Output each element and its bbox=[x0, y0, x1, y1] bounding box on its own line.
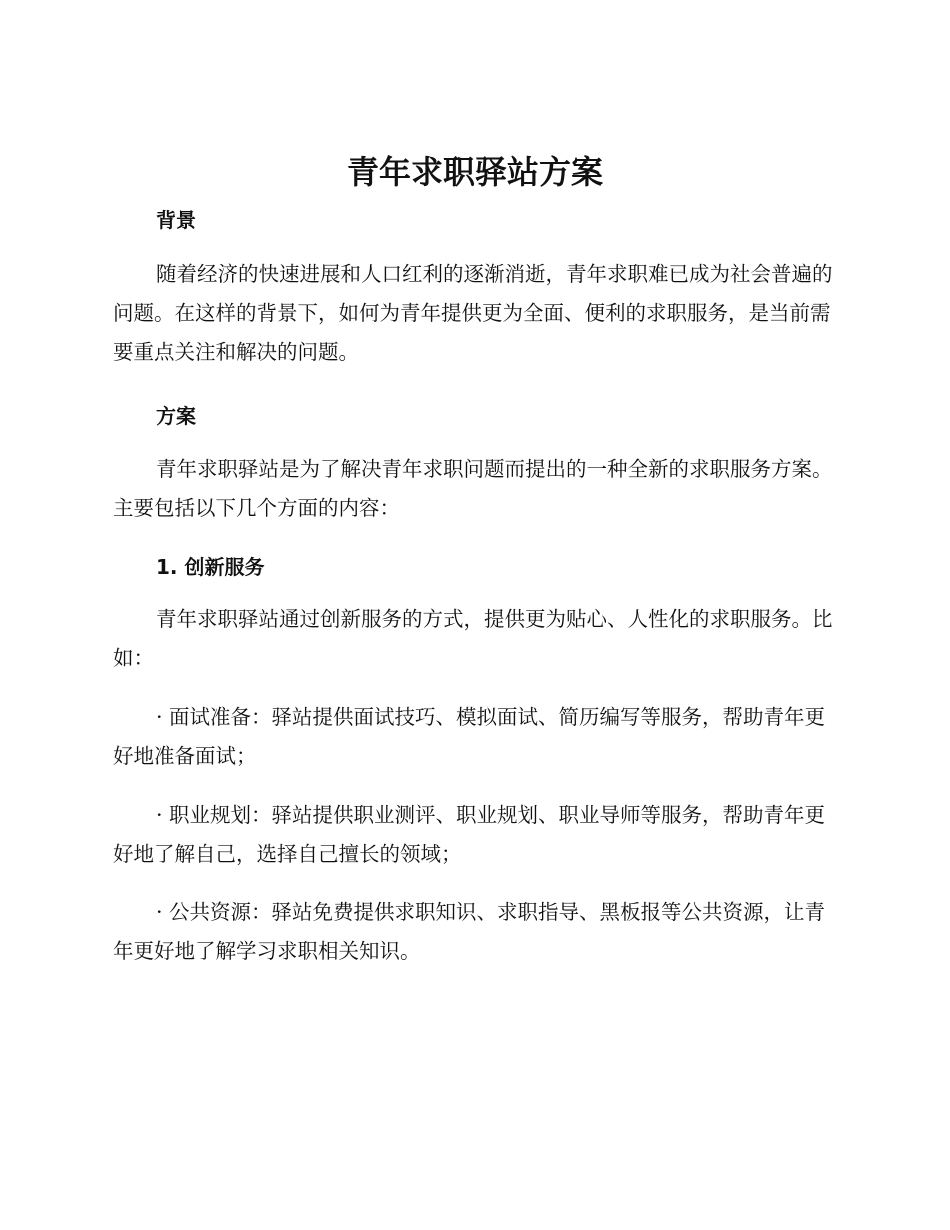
paragraph-innovation: 青年求职驿站通过创新服务的方式，提供更为贴心、人性化的求职服务。比如： bbox=[113, 607, 833, 670]
section-heading-innovation: 1. 创新服务 bbox=[156, 555, 265, 579]
document-title: 青年求职驿站方案 bbox=[346, 153, 603, 191]
bullet-interview-prep: · 面试准备：驿站提供面试技巧、模拟面试、简历编写等服务，帮助青年更好地准备面试； bbox=[113, 705, 826, 768]
paragraph-plan: 青年求职驿站是为了解决青年求职问题而提出的一种全新的求职服务方案。主要包括以下几个方面的内容： bbox=[113, 457, 833, 520]
paragraph-background: 随着经济的快速进展和人口红利的逐渐消逝，青年求职难已成为社会普遍的问题。在这样的背景下，如何为青年提供更为全面、便利的求职服务，是当前需要重点关注和解决的问题。 bbox=[113, 262, 833, 364]
section-heading-plan: 方案 bbox=[156, 404, 196, 428]
bullet-career-planning: · 职业规划：驿站提供职业测评、职业规划、职业导师等服务，帮助青年更好地了解自己，选择自己擅长的领域； bbox=[113, 803, 826, 866]
bullet-public-resources: · 公共资源：驿站免费提供求职知识、求职指导、黑板报等公共资源，让青年更好地了解学习求职相关知识。 bbox=[113, 900, 826, 963]
section-heading-background: 背景 bbox=[156, 208, 196, 232]
